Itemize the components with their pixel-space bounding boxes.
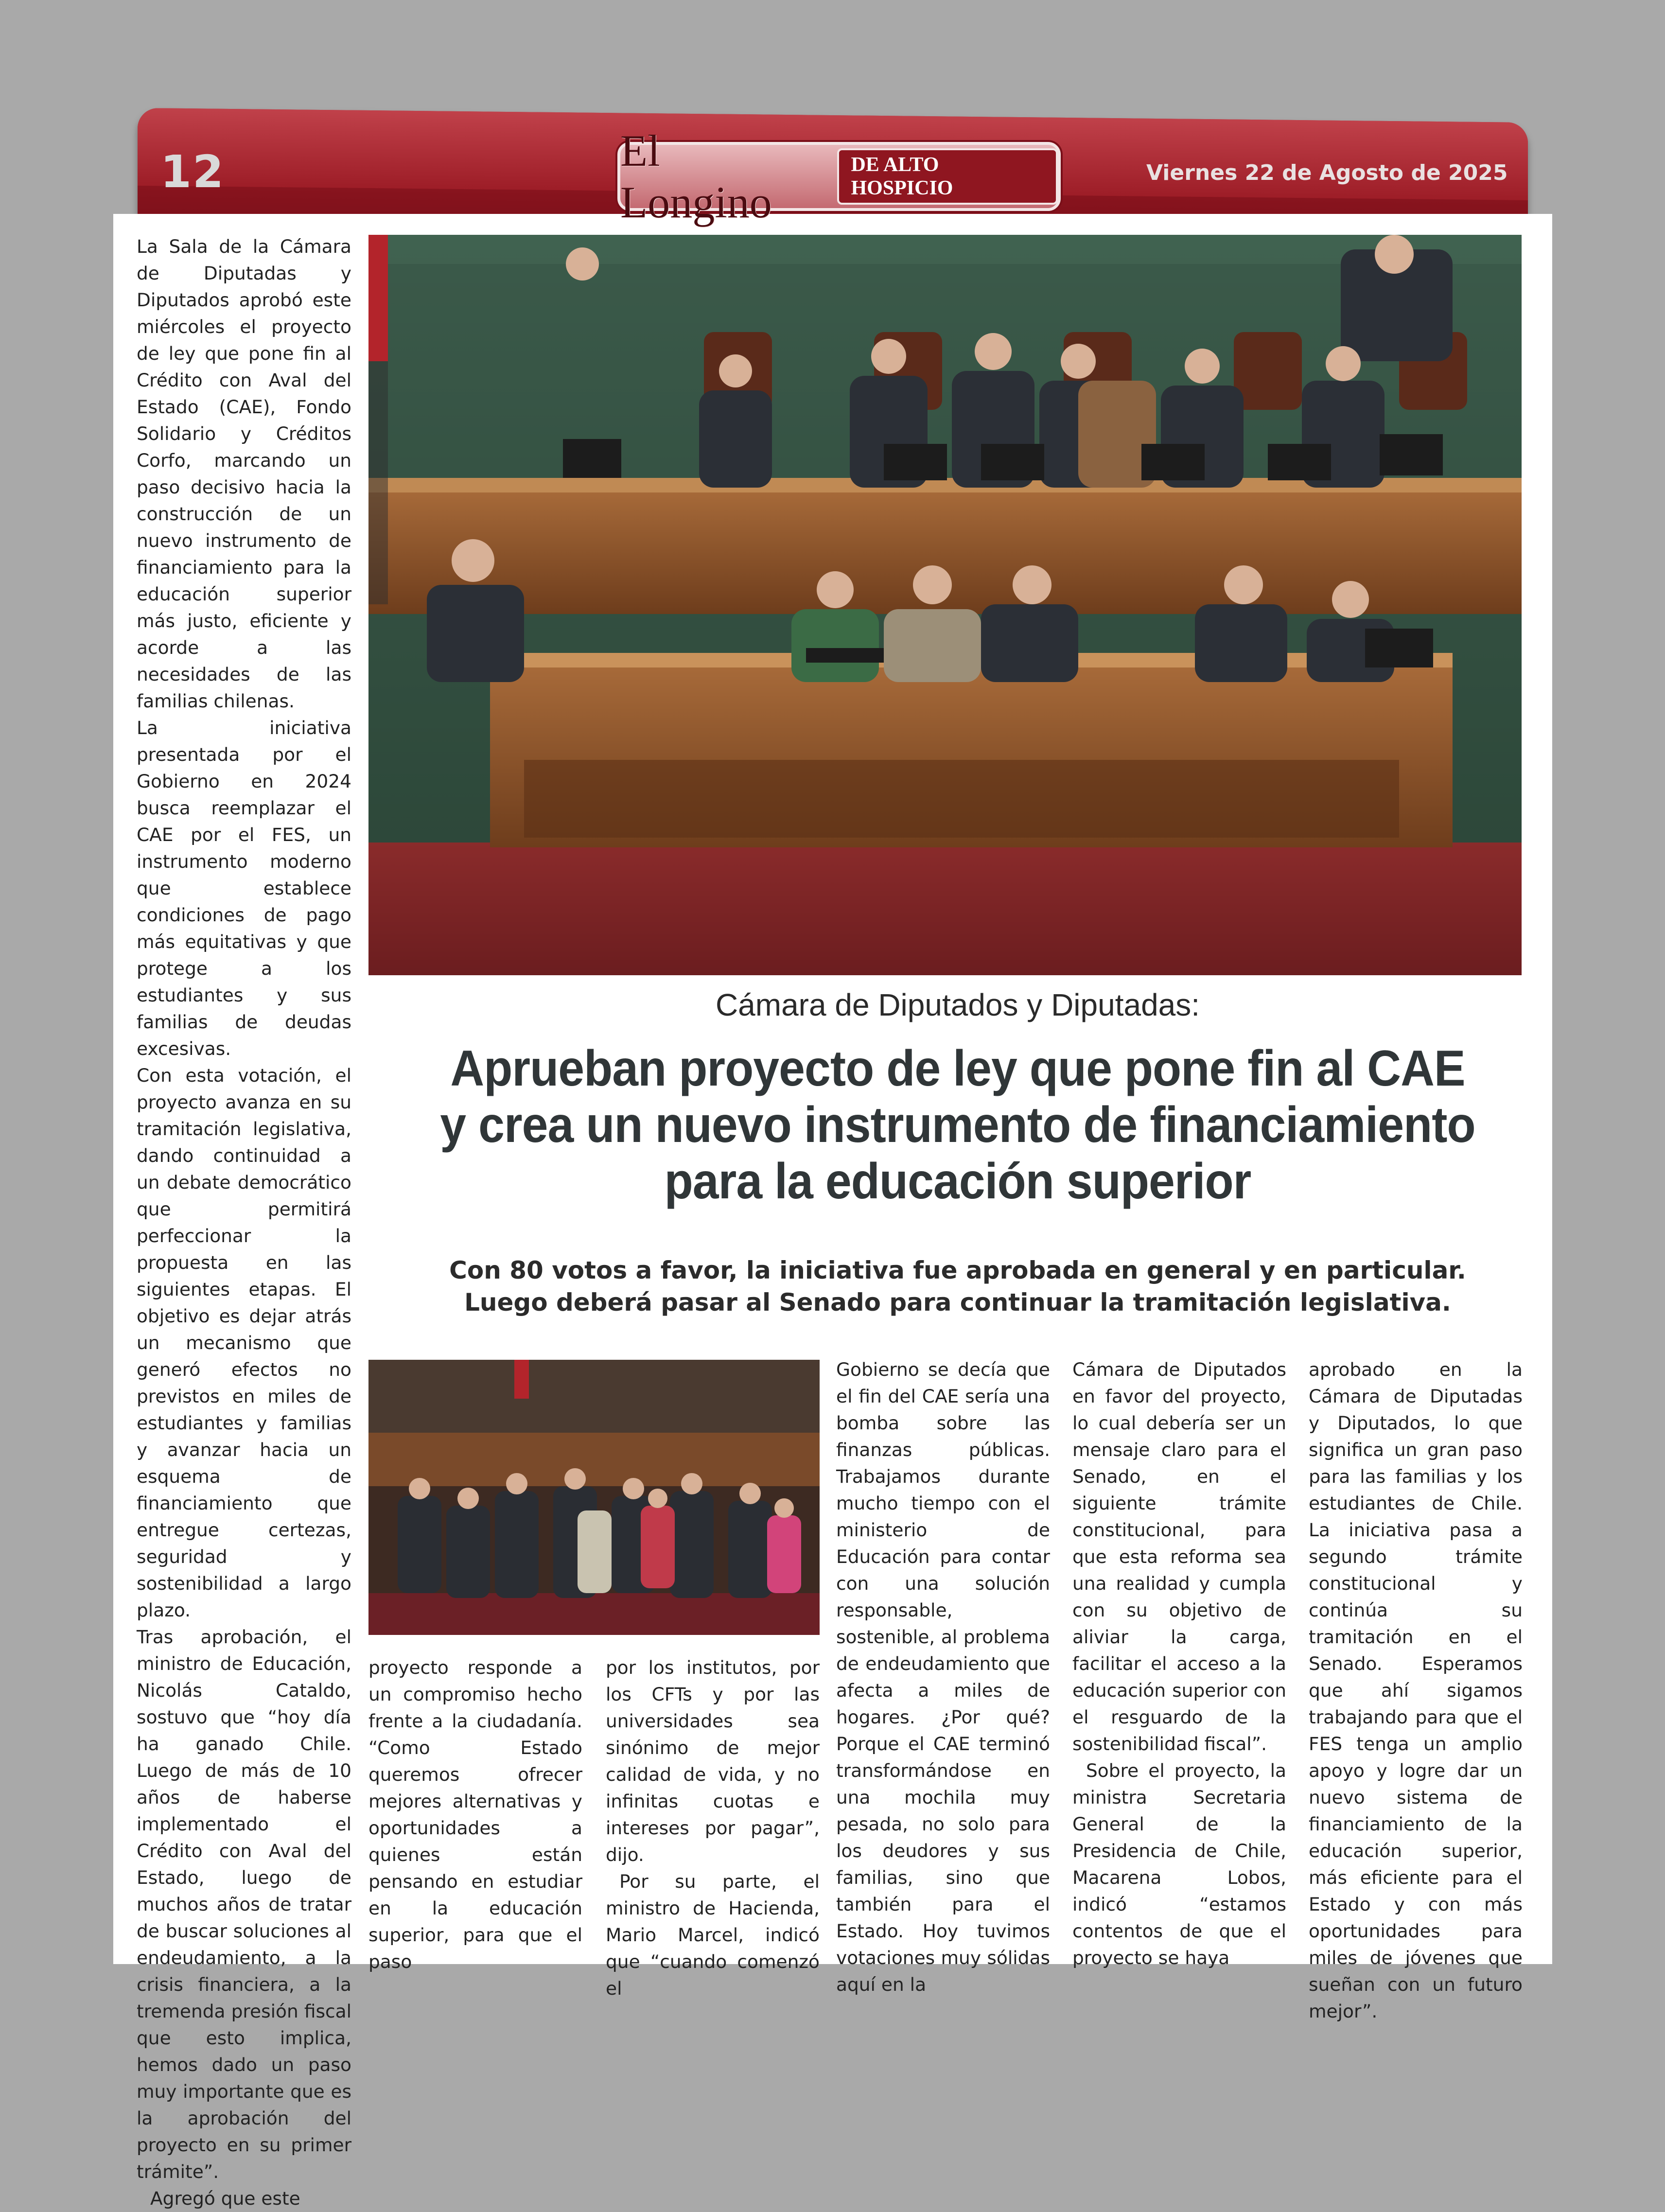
issue-date: Viernes 22 de Agosto de 2025 bbox=[1146, 160, 1508, 185]
paragraph: Cámara de Diputados en favor del proyecto, lo cual debería ser un mensaje claro para el Senado, en el siguiente trámite constitucional, para que esta reforma sea una realidad y cumpla con su objetivo de aliviar la carga, facilitar el acceso a la educación superior con el resguardo de la sostenibilidad fiscal”. bbox=[1072, 1359, 1286, 1755]
article-headline bbox=[411, 1040, 1505, 1210]
paragraph: La Sala de la Cámara de Diputadas y Diputados aprobó este miércoles el proyecto de ley que pone fin al Crédito con Aval del Estado (CAE), Fondo Solidario y Créditos Corfo, marcando un paso decisivo hacia la construcción de un nuevo instrumento de financiamiento para la educación superior más justo, eficiente y acorde a las necesidades de las familias chilenas. bbox=[137, 236, 351, 712]
paragraph: Sobre el proyecto, la ministra Secretaria General de la Presidencia de Chile, Macarena Lobos, indicó “estamos contentos de que el proyecto se haya bbox=[1072, 1760, 1286, 1968]
headline-line: y crea un nuevo instrumento de financiamiento bbox=[440, 1097, 1475, 1153]
paragraph: aprobado en la Cámara de Diputadas y Diputados, lo que significa un gran paso para las familias y los estudiantes de Chile. La iniciativa pasa a segundo trámite constitucional y continúa su tramitación en el Senado. Esperamos que ahí sigamos trabajando para que el FES tenga un amplio apoyo y logre dar un nuevo sistema de financiamiento de la educación superior, más eficiente para el Estado y con más oportunidades para miles de jóvenes que sueñan con un futuro mejor”. bbox=[1309, 1359, 1523, 2022]
article-column-5 bbox=[1072, 1356, 1286, 1968]
paragraph: Gobierno se decía que el fin del CAE sería una bomba sobre las finanzas públicas. Trabajamos durante mucho tiempo con el ministerio de Educación para contar con una solución responsable, sostenible, al problema de endeudamiento que afecta a miles de hogares. ¿Por qué? Porque el CAE terminó transformándose en una mochila muy pesada, no solo para los deudores y sus familias, sino que también para el Estado. Hoy tuvimos votaciones muy sólidas aquí en la bbox=[836, 1359, 1050, 1995]
masthead-logo bbox=[617, 126, 1061, 227]
deck-line: Luego deberá pasar al Senado para continuar la tramitación legislativa. bbox=[464, 1288, 1451, 1317]
page-number: 12 bbox=[160, 146, 225, 198]
article-column-1 bbox=[137, 233, 351, 2209]
paragraph: La iniciativa presentada por el Gobierno en 2024 busca reemplazar el CAE por el FES, un instrumento moderno que establece condiciones de pago más equitativas y que protege a los estudiantes y sus familias de deudas excesivas. bbox=[137, 717, 351, 1059]
article-column-2 bbox=[368, 1654, 582, 1972]
article-column-6 bbox=[1309, 1356, 1523, 2022]
main-photo bbox=[368, 235, 1522, 975]
masthead-subtitle: DE ALTO HOSPICIO bbox=[837, 148, 1058, 205]
paragraph: por los institutos, por los CFTs y por las universidades sea sinónimo de mejor calidad de vida, y no infinitas cuotas e intereses por pagar”, dijo. bbox=[606, 1657, 820, 1865]
headline-line: para la educación superior bbox=[664, 1153, 1251, 1210]
headline-line: Aprueban proyecto de ley que pone fin al CAE bbox=[450, 1040, 1465, 1097]
paragraph: Por su parte, el ministro de Hacienda, Mario Marcel, indicó que “cuando comenzó el bbox=[606, 1871, 820, 1999]
paragraph: proyecto responde a un compromiso hecho frente a la ciudadanía. “Como Estado queremos ofrecer mejores alternativas y oportunidades a quienes están pensando en estudiar en la educación superior, para que el paso bbox=[368, 1657, 582, 1972]
paragraph: Tras aprobación, el ministro de Educación, Nicolás Cataldo, sostuvo que “hoy día ha ganado Chile. Luego de más de 10 años de haberse implementado el Crédito con Aval del Estado, luego de muchos años de tratar de buscar soluciones al endeudamiento, a la crisis financiera, a la tremenda presión fiscal que esto implica, hemos dado un paso muy importante que es la aprobación del proyecto en su primer trámite”. bbox=[137, 1626, 351, 2182]
secondary-photo bbox=[368, 1360, 820, 1635]
paragraph: Con esta votación, el proyecto avanza en su tramitación legislativa, dando continuidad a un debate democrático que permitirá perfeccionar la propuesta en las siguientes etapas. El objetivo es dejar atrás un mecanismo que generó efectos no previstos en miles de estudiantes y familias y avanzar hacia un esquema de financiamiento que entregue certezas, seguridad y sostenibilidad a largo plazo. bbox=[137, 1065, 351, 1621]
deck-line: Con 80 votos a favor, la iniciativa fue aprobada en general y en particular. bbox=[449, 1256, 1466, 1284]
article-column-4 bbox=[836, 1356, 1050, 1995]
article-deck bbox=[389, 1254, 1526, 1318]
article-kicker: Cámara de Diputados y Diputadas: bbox=[715, 987, 1200, 1022]
article-column-3 bbox=[606, 1654, 820, 1999]
masthead-name: El Longino bbox=[620, 126, 772, 227]
paragraph: Agregó que este bbox=[150, 2188, 300, 2209]
